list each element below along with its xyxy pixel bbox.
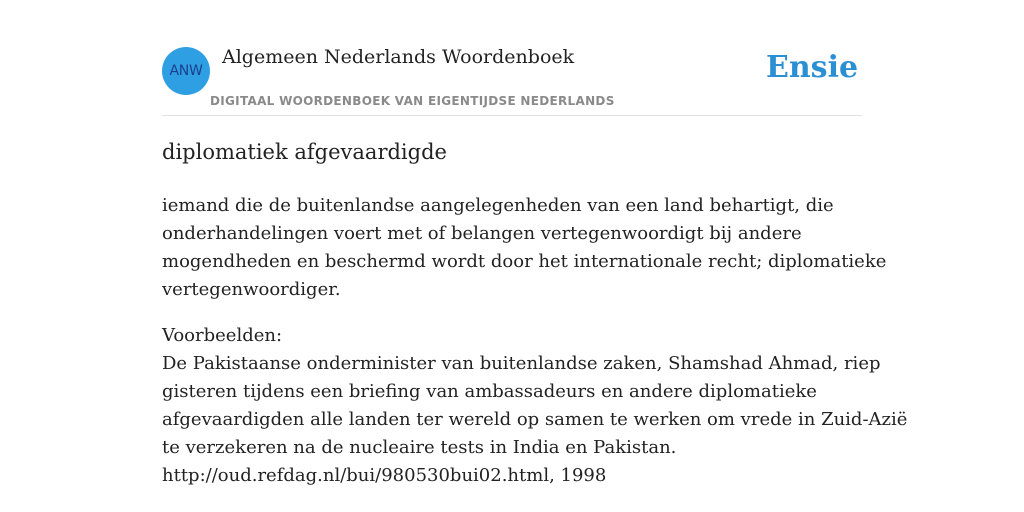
definition-line: iemand die de buitenlandse aangelegenheden van een land behartigt, die bbox=[162, 195, 834, 216]
example-line: De Pakistaanse onderminister van buitenlandse zaken, Shamshad Ahmad, riep bbox=[162, 353, 881, 374]
header-divider bbox=[162, 115, 862, 116]
anw-logo[interactable] bbox=[162, 47, 210, 95]
site-title[interactable]: Algemeen Nederlands Woordenboek bbox=[222, 46, 575, 68]
ensie-brand-logo[interactable]: Ensie bbox=[766, 50, 859, 85]
definition-line: vertegenwoordiger. bbox=[162, 279, 341, 300]
example-source: http://oud.refdag.nl/bui/980530bui02.html, 1998 bbox=[162, 465, 607, 486]
entry-title: diplomatiek afgevaardigde bbox=[162, 140, 447, 164]
definition-line: mogendheden en beschermd wordt door het internationale recht; diplomatieke bbox=[162, 251, 887, 272]
examples-label: Voorbeelden: bbox=[162, 325, 283, 346]
definition bbox=[162, 192, 887, 304]
definition-line: onderhandelingen voert met of belangen vertegenwoordigt bij andere bbox=[162, 223, 802, 244]
anw-logo-text: ANW bbox=[169, 63, 203, 79]
example-line: afgevaardigden alle landen ter wereld op samen te werken om vrede in Zuid-Azië bbox=[162, 409, 908, 430]
examples bbox=[162, 322, 908, 490]
example-line: te verzekeren na de nucleaire tests in India en Pakistan. bbox=[162, 437, 677, 458]
example-line: gisteren tijdens een briefing van ambassadeurs en andere diplomatieke bbox=[162, 381, 817, 402]
site-subtitle: DIGITAAL WOORDENBOEK VAN EIGENTIJDSE NEDERLANDS bbox=[210, 94, 615, 108]
